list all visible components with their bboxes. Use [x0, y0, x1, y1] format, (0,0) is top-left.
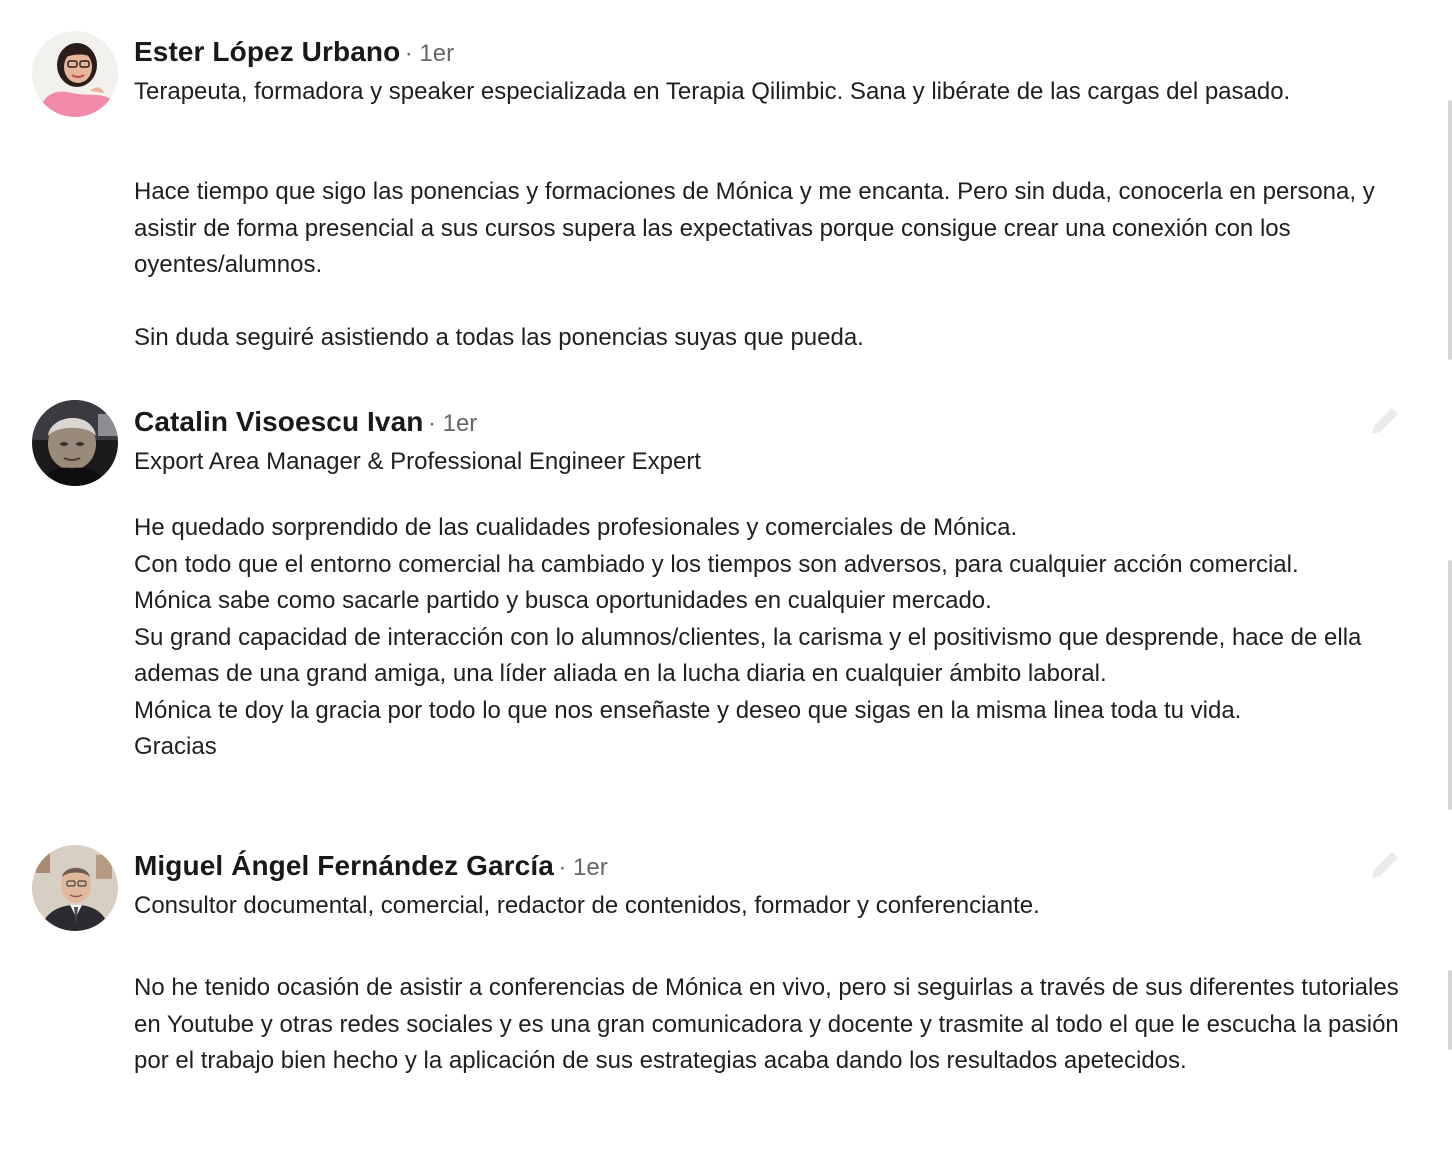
recommender-name-line [134, 402, 477, 442]
connection-degree: · 1er [404, 40, 455, 67]
pencil-edit-icon[interactable] [1364, 846, 1404, 886]
recommender-name-line [134, 32, 454, 72]
recommendation-paragraph: Gracias [134, 733, 217, 760]
avatar[interactable] [32, 31, 118, 117]
recommendation-item [0, 380, 1452, 820]
profile-photo-icon [32, 845, 118, 931]
avatar[interactable] [32, 845, 118, 931]
recommender-headline: Export Area Manager & Professional Engineer Expert [134, 448, 701, 475]
recommendation-paragraph: Mónica te doy la gracia por todo lo que nos enseñaste y deseo que sigas en la misma linea toda tu vida. [134, 696, 1242, 724]
recommendation-paragraph: He quedado sorprendido de las cualidades profesionales y comerciales de Mónica. [134, 514, 1018, 541]
recommendation-text [134, 510, 1419, 766]
scrollbar-track[interactable] [1448, 560, 1452, 810]
recommendation-paragraph: Sin duda seguiré asistiendo a todas las ponencias suyas que pueda. [134, 324, 864, 351]
profile-photo-icon [32, 31, 118, 117]
recommendation-paragraph: No he tenido ocasión de asistir a conferencias de Mónica en vivo, pero si seguirlas a través de sus diferentes tutoriales en Youtube y otras redes sociales y es una gran comunicadora y docente y trasmite al todo el que le escucha la pasión por el trabajo bien hecho y la aplicación de sus estrategias acaba dando los resultados apetecidos. [134, 974, 1399, 1074]
recommender-headline: Terapeuta, formadora y speaker especializada en Terapia Qilimbic. Sana y libérate de las cargas del pasado. [134, 78, 1291, 105]
recommendation-paragraph: Con todo que el entorno comercial ha cambiado y los tiempos son adversos, para cualquier acción comercial. [134, 550, 1299, 578]
recommendation-paragraph: Hace tiempo que sigo las ponencias y formaciones de Mónica y me encanta. Pero sin duda, conocerla en persona, y asistir de forma presencial a sus cursos supera las expectativas porque consigue crear una conexión con los oyentes/alumnos. [134, 178, 1375, 278]
recommender-name[interactable]: Miguel Ángel Fernández García [134, 850, 554, 881]
avatar[interactable] [32, 400, 118, 486]
connection-degree: · 1er [427, 410, 478, 437]
recommendation-text [134, 970, 1419, 1080]
recommendation-paragraph: Mónica sabe como sacarle partido y busca oportunidades en cualquier mercado. [134, 587, 992, 614]
recommender-name[interactable]: Catalin Visoescu Ivan [134, 406, 424, 437]
profile-photo-icon [32, 400, 118, 486]
recommendation-item [0, 0, 1452, 380]
recommendation-paragraph: Su grand capacidad de interacción con lo alumnos/clientes, la carisma y el positivismo que desprende, hace de ella ademas de una grand amiga, una líder aliada en la lucha diaria en cualquier ámbito laboral. [134, 623, 1362, 687]
recommendation-item [0, 820, 1452, 1150]
pencil-edit-icon[interactable] [1364, 402, 1404, 442]
recommender-headline: Consultor documental, comercial, redactor de contenidos, formador y conferenciante. [134, 892, 1040, 919]
connection-degree: · 1er [558, 854, 608, 881]
scrollbar-track[interactable] [1448, 970, 1452, 1050]
scrollbar-track[interactable] [1448, 100, 1452, 360]
recommender-name-line [134, 846, 608, 886]
recommender-name[interactable]: Ester López Urbano [134, 36, 401, 67]
recommendation-text [134, 174, 1419, 357]
